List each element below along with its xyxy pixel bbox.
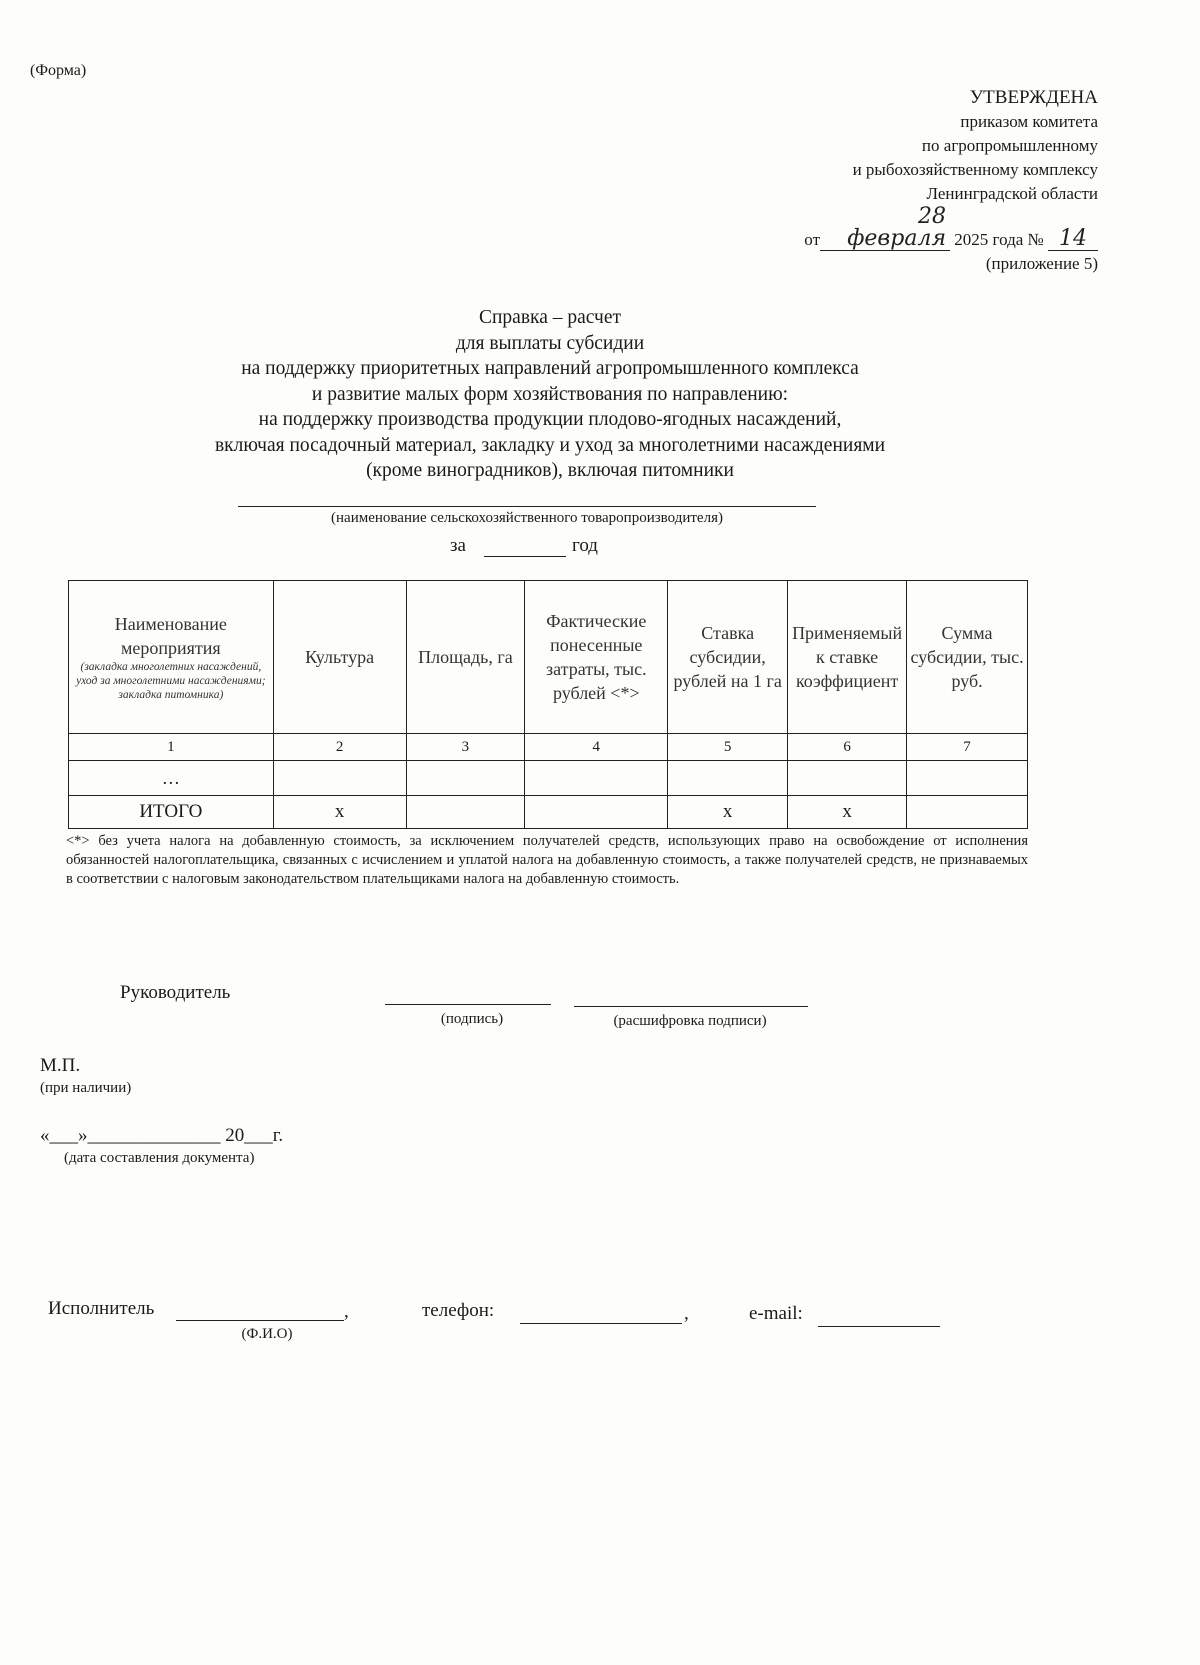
- year-text: 2025 года №: [954, 230, 1044, 249]
- total-cell[interactable]: [525, 796, 668, 829]
- calculation-table: [68, 580, 1028, 829]
- title-line: (кроме виноградников), включая питомники: [366, 460, 734, 481]
- header-costs: Фактические понесенные затраты, тыс. рублей <*>: [525, 581, 668, 734]
- approval-line: и рыбохозяйственному комплексу: [852, 160, 1098, 179]
- stamp-note: (при наличии): [40, 1080, 132, 1096]
- approval-line: по агропромышленному: [921, 136, 1098, 155]
- producer-name-line[interactable]: [238, 506, 816, 507]
- table-cell[interactable]: [788, 761, 907, 796]
- title-line: и развитие малых форм хозяйствования по направлению:: [311, 383, 789, 405]
- signature-line[interactable]: [385, 1004, 551, 1005]
- table-cell[interactable]: [273, 761, 406, 796]
- approval-line: приказом комитета: [960, 112, 1098, 131]
- title-line: Справка – расчет: [478, 307, 622, 328]
- stamp-label: М.П.: [40, 1055, 81, 1076]
- footnote: <*> без учета налога на добавленную стоимость, за исключением получателей средств, использующих право на освобождение от исполнения обязанностей налогоплательщика, связанных с исчислением и уплатой налога на добавленную стоимость, а также получателей средств, не признаваемых в соответствии с налоговым законодательством плательщиками налога на добавленную стоимость.: [66, 833, 1028, 887]
- table-header-row: [69, 581, 1028, 734]
- table-cell[interactable]: [668, 761, 788, 796]
- phone-label: телефон:: [422, 1300, 495, 1321]
- total-label: ИТОГО: [69, 796, 274, 829]
- handwritten-date: 28 февраля: [820, 206, 950, 251]
- signature-caption: (подпись): [440, 1011, 504, 1027]
- producer-caption: (наименование сельскохозяйственного товаропроизводителя): [331, 510, 723, 526]
- handwritten-number: 14: [1048, 228, 1098, 251]
- executor-name-line[interactable]: [176, 1320, 344, 1321]
- title-line: включая посадочный материал, закладку и уход за многолетними насаждениями: [214, 434, 886, 456]
- header-area: Площадь, га: [406, 581, 525, 734]
- approval-head: УТВЕРЖДЕНА: [969, 87, 1098, 108]
- year-prefix: за: [450, 535, 466, 556]
- column-number: 5: [668, 734, 788, 761]
- title-line: на поддержку приоритетных направлений агропромышленного комплекса: [241, 358, 859, 379]
- email-field[interactable]: [818, 1326, 940, 1327]
- document-title: [0, 305, 1100, 484]
- header-activity-hint: (закладка многолетних насаждений, уход за многолетними насаждениями; закладка питомника): [76, 661, 266, 701]
- total-cell: х: [668, 796, 788, 829]
- date-prefix: от: [804, 230, 821, 249]
- column-numbers-row: [69, 734, 1028, 761]
- year-field[interactable]: [484, 556, 566, 557]
- email-label: e-mail:: [749, 1303, 803, 1324]
- column-number: 4: [525, 734, 668, 761]
- column-number: 7: [907, 734, 1028, 761]
- signature-decode-caption: (расшифровка подписи): [613, 1013, 767, 1029]
- header-culture: Культура: [273, 581, 406, 734]
- title-line: для выплаты субсидии: [455, 332, 645, 354]
- total-cell[interactable]: [406, 796, 525, 829]
- approval-block: [804, 86, 1098, 276]
- header-activity-label: Наименование мероприятия: [114, 614, 227, 658]
- title-line: на поддержку производства продукции плодово-ягодных насаждений,: [258, 409, 842, 430]
- column-number: 1: [69, 734, 274, 761]
- form-label: (Форма): [30, 62, 87, 79]
- column-number: 3: [406, 734, 525, 761]
- header-activity: [69, 581, 274, 734]
- table-cell[interactable]: [525, 761, 668, 796]
- table-row: [69, 761, 1028, 796]
- column-number: 2: [273, 734, 406, 761]
- ellipsis-cell: …: [69, 761, 274, 796]
- phone-field[interactable]: [520, 1323, 682, 1324]
- total-cell: х: [273, 796, 406, 829]
- header-subsidy-sum: Сумма субсидии, тыс. руб.: [907, 581, 1028, 734]
- fio-caption: (Ф.И.О): [241, 1326, 293, 1342]
- table-cell[interactable]: [406, 761, 525, 796]
- date-caption: (дата составления документа): [64, 1150, 255, 1166]
- total-cell: х: [788, 796, 907, 829]
- header-coefficient: Применяемый к ставке коэффициент: [788, 581, 907, 734]
- date-line[interactable]: «___»______________ 20___г.: [40, 1125, 284, 1146]
- year-suffix: год: [572, 535, 598, 556]
- executor-label: Исполнитель: [48, 1298, 155, 1319]
- table-cell[interactable]: [907, 761, 1028, 796]
- head-label: Руководитель: [120, 982, 231, 1003]
- approval-line: Ленинградской области: [926, 184, 1098, 203]
- approval-date: [804, 206, 1098, 252]
- total-cell[interactable]: [907, 796, 1028, 829]
- column-number: 6: [788, 734, 907, 761]
- appendix-label: (приложение 5): [985, 254, 1098, 273]
- signature-decode-line[interactable]: [574, 1006, 808, 1007]
- total-row: [69, 796, 1028, 829]
- header-rate: Ставка субсидии, рублей на 1 га: [668, 581, 788, 734]
